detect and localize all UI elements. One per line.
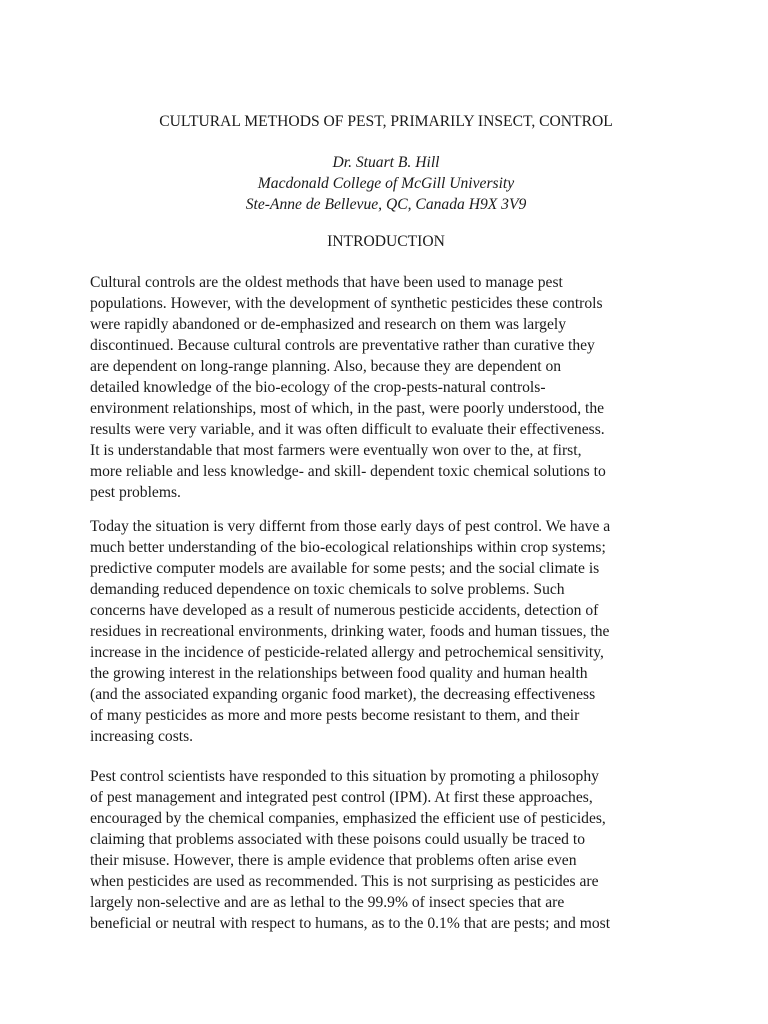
paragraph-line: increase in the incidence of pesticide-related allergy and petrochemical sensitivity,: [90, 644, 604, 661]
paragraph-line: were rapidly abandoned or de-emphasized and research on them was largely: [90, 316, 566, 333]
paragraph-line: Pest control scientists have responded to this situation by promoting a philosophy: [90, 768, 599, 785]
paragraph-line: the growing interest in the relationships between food quality and human health: [90, 665, 588, 682]
paragraph-line: largely non-selective and are as lethal to the 99.9% of insect species that are: [90, 894, 565, 911]
paragraph-line: populations. However, with the development of synthetic pesticides these controls: [90, 295, 603, 312]
paragraph-line: more reliable and less knowledge- and skill- dependent toxic chemical solutions to: [90, 463, 606, 480]
paragraph-line: demanding reduced dependence on toxic chemicals to solve problems. Such: [90, 581, 565, 598]
paragraph-line: environment relationships, most of which, in the past, were poorly understood, the: [90, 400, 605, 417]
paragraph-line: pest problems.: [90, 484, 181, 501]
paragraph-line: of pest management and integrated pest control (IPM). At first these approaches,: [90, 789, 593, 806]
paragraph-line: concerns have developed as a result of numerous pesticide accidents, detection of: [90, 602, 599, 619]
section-heading: INTRODUCTION: [327, 233, 445, 250]
paragraph-line: claiming that problems associated with these poisons could usually be traced to: [90, 831, 585, 848]
paragraph-line: detailed knowledge of the bio-ecology of the crop-pests-natural controls-: [90, 379, 546, 396]
paragraph: [90, 272, 690, 503]
paragraph-line: their misuse. However, there is ample evidence that problems often arise even: [90, 852, 577, 869]
author-address: Ste-Anne de Bellevue, QC, Canada H9X 3V9: [245, 196, 527, 213]
author-block: [90, 152, 682, 215]
paragraph-line: Today the situation is very differnt from those early days of pest control. We have a: [90, 518, 611, 535]
paragraph-line: much better understanding of the bio-ecological relationships within crop systems;: [90, 539, 606, 556]
paragraph-line: encouraged by the chemical companies, emphasized the efficient use of pesticides,: [90, 810, 606, 827]
document-title: CULTURAL METHODS OF PEST, PRIMARILY INSECT, CONTROL: [159, 113, 613, 130]
author-name: Dr. Stuart B. Hill: [332, 154, 440, 171]
paragraph-line: beneficial or neutral with respect to humans, as to the 0.1% that are pests; and most: [90, 915, 611, 932]
paragraph-line: when pesticides are used as recommended. This is not surprising as pesticides are: [90, 873, 599, 890]
paragraph-line: predictive computer models are available for some pests; and the social climate is: [90, 560, 600, 577]
paragraph-line: (and the associated expanding organic food market), the decreasing effectiveness: [90, 686, 596, 703]
paragraph: [90, 516, 690, 747]
paragraph-line: It is understandable that most farmers were eventually won over to the, at first,: [90, 442, 582, 459]
paragraph-line: Cultural controls are the oldest methods that have been used to manage pest: [90, 274, 563, 291]
paragraph-line: of many pesticides as more and more pests become resistant to them, and their: [90, 707, 580, 724]
author-affiliation: Macdonald College of McGill University: [257, 175, 515, 192]
paragraph-line: discontinued. Because cultural controls are preventative rather than curative they: [90, 337, 595, 354]
paragraph: [90, 766, 690, 934]
paragraph-line: results were very variable, and it was often difficult to evaluate their effectiveness.: [90, 421, 605, 438]
paragraph-line: increasing costs.: [90, 728, 194, 745]
paragraph-line: residues in recreational environments, drinking water, foods and human tissues, the: [90, 623, 610, 640]
paragraph-line: are dependent on long-range planning. Also, because they are dependent on: [90, 358, 562, 375]
